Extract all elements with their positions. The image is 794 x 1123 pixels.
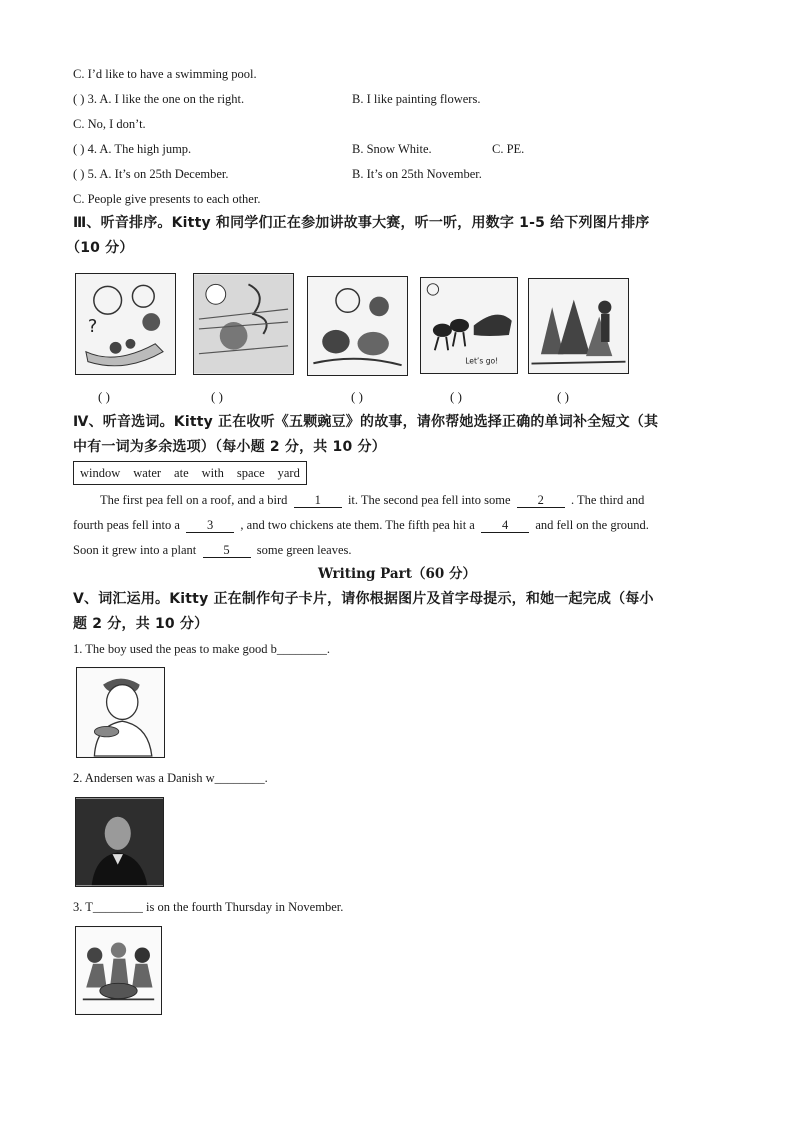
- passage-text: , and two chickens ate them. The fifth pea hit a: [240, 518, 475, 532]
- q2-item-5-option-c: C. People give presents to each other.: [73, 192, 261, 206]
- forest-and-people-icon: [529, 279, 628, 373]
- vocab-picture-2: [75, 797, 164, 887]
- portrait-icon: [76, 798, 163, 886]
- lets-go-caption: Let’s go!: [465, 356, 499, 366]
- passage-blank-2[interactable]: 2: [517, 493, 565, 508]
- q2-item-5-option-b: B. It’s on 25th November.: [352, 167, 482, 181]
- word-bank-item: with: [201, 466, 224, 480]
- animals-and-bird-icon: [308, 277, 407, 375]
- word-bank: [73, 461, 307, 485]
- wind-and-figure-icon: [194, 274, 293, 374]
- q2-item-4-option-a: ( ) 4. A. The high jump.: [73, 142, 192, 156]
- ordering-blank-1[interactable]: ( ): [98, 389, 110, 404]
- vocab-question-2: 2. Andersen was a Danish w________.: [73, 771, 268, 785]
- q2-item-4-option-c: C. PE.: [492, 142, 525, 156]
- q2-item-3-option-c: C. No, I don’t.: [73, 117, 146, 131]
- word-bank-item: ate: [174, 466, 189, 480]
- section-5-heading-cont: 题 2 分，共 10 分）: [73, 616, 209, 632]
- story-picture-1: [75, 273, 176, 375]
- writing-part-title: Writing Part（60 分）: [318, 566, 476, 582]
- passage-text: some green leaves.: [256, 543, 352, 557]
- story-picture-4: [420, 277, 518, 374]
- vocab-picture-1: [76, 667, 165, 758]
- family-dinner-icon: [76, 927, 161, 1014]
- sleigh-with-reindeer-icon: [421, 278, 517, 373]
- passage-text: fourth peas fell into a: [73, 518, 180, 532]
- ordering-blank-3[interactable]: ( ): [351, 389, 363, 404]
- passage-text: Soon it grew into a plant: [73, 543, 197, 557]
- passage-text: and fell on the ground.: [535, 518, 649, 532]
- q2-option-2c: C. I’d like to have a swimming pool.: [73, 67, 257, 81]
- vocab-question-3: 3. T________ is on the fourth Thursday in November.: [73, 900, 344, 914]
- passage-line-2: [73, 517, 649, 533]
- passage-text: it. The second pea fell into some: [347, 493, 511, 507]
- passage-blank-1[interactable]: 1: [294, 493, 342, 508]
- passage-line-3: [73, 542, 352, 558]
- q2-item-3-option-b: B. I like painting flowers.: [352, 92, 481, 106]
- word-bank-item: window: [80, 466, 121, 480]
- story-picture-5: [528, 278, 629, 374]
- ordering-blank-2[interactable]: ( ): [211, 389, 223, 404]
- section-4-heading-cont: 中有一词为多余选项）（每小题 2 分，共 10 分）: [73, 439, 386, 455]
- hand-with-seeds-icon: [76, 274, 175, 374]
- passage-text: . The third and: [571, 493, 645, 507]
- boy-eating-icon: [77, 668, 164, 757]
- section-4-heading: Ⅳ、听音选词。Kitty 正在收听《五颗豌豆》的故事，请你帮她选择正确的单词补全短文（其: [73, 414, 659, 430]
- story-picture-2: [193, 273, 294, 375]
- q2-item-5-option-a: ( ) 5. A. It’s on 25th December.: [73, 167, 229, 181]
- word-bank-item: yard: [277, 466, 300, 480]
- word-bank-item: water: [133, 466, 162, 480]
- passage-text: The first pea fell on a roof, and a bird: [100, 493, 288, 507]
- q2-item-3-option-a: ( ) 3. A. I like the one on the right.: [73, 92, 245, 106]
- section-5-heading: Ⅴ、词汇运用。Kitty 正在制作句子卡片，请你根据图片及首字母提示，和她一起完成（每小: [73, 591, 654, 607]
- vocab-picture-3: [75, 926, 162, 1015]
- passage-line-1: [100, 492, 644, 508]
- svg-text:?: ?: [87, 315, 98, 337]
- passage-blank-4[interactable]: 4: [481, 518, 529, 533]
- section-3-heading: Ⅲ、听音排序。Kitty 和同学们正在参加讲故事大赛，听一听，用数字 1-5 给下列图片排序: [73, 215, 650, 231]
- ordering-blank-5[interactable]: ( ): [557, 389, 569, 404]
- ordering-blank-4[interactable]: ( ): [450, 389, 462, 404]
- word-bank-item: space: [236, 466, 265, 480]
- vocab-question-1: 1. The boy used the peas to make good b________.: [73, 642, 331, 656]
- passage-blank-5[interactable]: 5: [203, 543, 251, 558]
- q2-item-4-option-b: B. Snow White.: [352, 142, 432, 156]
- passage-blank-3[interactable]: 3: [186, 518, 234, 533]
- section-3-heading-cont: （10 分）: [66, 240, 134, 256]
- story-picture-3: [307, 276, 408, 376]
